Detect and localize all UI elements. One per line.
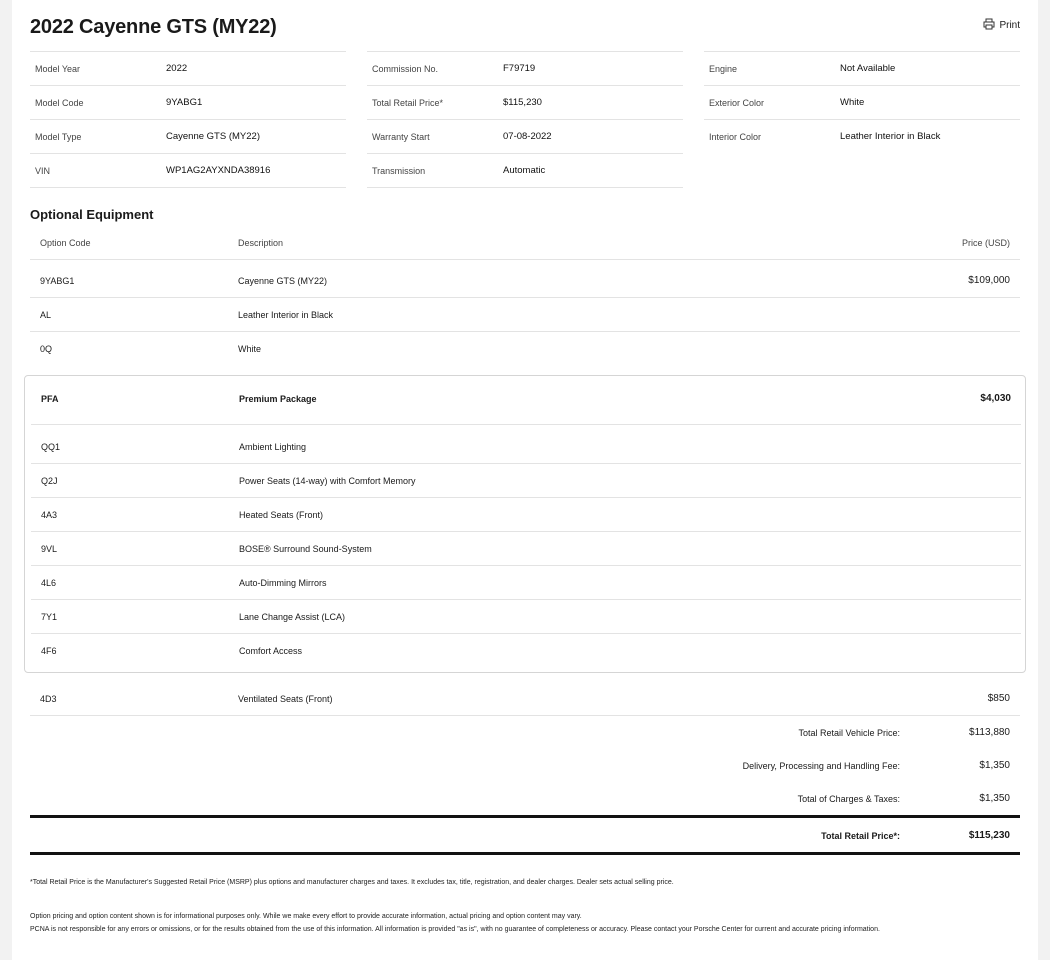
info-row-warranty-start	[367, 119, 683, 153]
info-value: Cayenne GTS (MY22)	[166, 131, 260, 142]
column-header-price: Price (USD)	[961, 237, 1010, 248]
table-row	[30, 298, 1020, 332]
option-code: 9VL	[41, 543, 58, 554]
list-item	[31, 634, 1021, 667]
info-row-engine	[704, 51, 1020, 85]
option-description: Power Seats (14-way) with Comfort Memory	[239, 475, 416, 486]
page-title: 2022 Cayenne GTS (MY22)	[30, 16, 277, 38]
option-code: 0Q	[40, 343, 53, 354]
msrp-footnote: *Total Retail Price is the Manufacturer's Suggested Retail Price (MSRP) plus options and manufacturer charges and taxes. It excludes tax, title, registration, and dealer charges. Dealer sets actual selling price.	[30, 879, 674, 886]
print-label: Print	[999, 20, 1020, 31]
info-value: F79719	[503, 63, 536, 74]
option-description: Lane Change Assist (LCA)	[239, 611, 346, 622]
info-row-exterior-color	[704, 85, 1020, 119]
optional-equipment-heading: Optional Equipment	[30, 207, 154, 222]
option-price: $850	[987, 693, 1010, 704]
list-item	[31, 566, 1021, 600]
total-label: Delivery, Processing and Handling Fee:	[742, 760, 900, 771]
option-description: Heated Seats (Front)	[239, 509, 324, 520]
table-row	[30, 332, 1020, 365]
options-table-header	[30, 226, 1020, 260]
option-description: Comfort Access	[239, 645, 303, 656]
option-code: 4F6	[41, 645, 57, 656]
info-row-total-retail-price	[367, 85, 683, 119]
premium-package-box	[24, 375, 1026, 673]
total-value: $113,880	[969, 727, 1010, 738]
option-code: Q2J	[41, 475, 58, 486]
vehicle-info-column-1	[30, 51, 346, 188]
total-label: Total Retail Price*:	[821, 830, 900, 841]
info-value: 2022	[166, 63, 188, 74]
info-value: $115,230	[503, 97, 542, 108]
info-value: Not Available	[840, 63, 896, 74]
totals-divider	[30, 815, 1020, 818]
option-description: Ventilated Seats (Front)	[238, 693, 333, 704]
vehicle-info-column-2	[367, 51, 683, 188]
info-row-transmission	[367, 153, 683, 188]
package-header-row	[31, 382, 1021, 415]
info-row-model-type	[30, 119, 346, 153]
info-label: Model Year	[35, 63, 81, 74]
info-value: 07-08-2022	[503, 131, 552, 142]
package-price: $4,030	[980, 393, 1011, 404]
option-code: 7Y1	[41, 611, 58, 622]
totals-bottom-divider	[30, 852, 1020, 855]
option-description: White	[238, 343, 262, 354]
info-label: Commission No.	[372, 63, 439, 74]
info-label: VIN	[35, 165, 51, 176]
total-label: Total of Charges & Taxes:	[797, 793, 900, 804]
list-item	[31, 498, 1021, 532]
info-label: Engine	[709, 63, 738, 74]
info-row-commission-no	[367, 51, 683, 85]
info-row-model-year	[30, 51, 346, 85]
vehicle-info-column-3	[704, 51, 1020, 153]
info-label: Transmission	[372, 165, 426, 176]
package-code: PFA	[41, 393, 59, 404]
info-label: Model Code	[35, 97, 84, 108]
total-retail-price-row	[30, 819, 1020, 852]
option-description: Cayenne GTS (MY22)	[238, 275, 328, 286]
printer-icon	[983, 18, 995, 33]
disclaimer-line-2: PCNA is not responsible for any errors or omissions, or for the results obtained from the use of this information. All information is provided "as is", with no guarantee of completeness or accuracy. Please contact your Porsche Center for current and accurate pricing information.	[30, 926, 880, 933]
info-label: Total Retail Price*	[372, 97, 444, 108]
total-value: $115,230	[968, 830, 1010, 841]
package-description: Premium Package	[239, 393, 317, 404]
option-code: 9YABG1	[40, 275, 75, 286]
window-sticker-page	[12, 0, 1038, 960]
info-value: White	[840, 97, 865, 108]
option-code: 4A3	[41, 509, 58, 520]
total-value: $1,350	[979, 793, 1010, 804]
option-code: 4D3	[40, 693, 57, 704]
option-description: Ambient Lighting	[239, 441, 307, 452]
info-value: WP1AG2AYXNDA38916	[166, 165, 271, 176]
list-item	[31, 464, 1021, 498]
info-row-model-code	[30, 85, 346, 119]
info-value: Leather Interior in Black	[840, 131, 941, 142]
disclaimer-line-1: Option pricing and option content shown is for informational purposes only. While we make every effort to provide accurate information, actual pricing and option content may vary.	[30, 913, 582, 920]
info-value: Automatic	[503, 165, 546, 176]
delivery-fee-row	[30, 749, 1020, 782]
option-description: Auto-Dimming Mirrors	[239, 577, 327, 588]
option-description: BOSE® Surround Sound-System	[239, 543, 372, 554]
info-row-interior-color	[704, 119, 1020, 153]
option-price: $109,000	[968, 275, 1010, 286]
list-item	[31, 600, 1021, 634]
package-divider	[31, 424, 1021, 425]
option-code: AL	[40, 309, 52, 320]
info-label: Exterior Color	[709, 97, 765, 108]
table-row	[30, 682, 1020, 716]
total-value: $1,350	[979, 760, 1010, 771]
info-label: Model Type	[35, 131, 82, 142]
table-row	[30, 264, 1020, 298]
column-header-description: Description	[238, 237, 284, 248]
option-code: 4L6	[41, 577, 57, 588]
info-label: Warranty Start	[372, 131, 430, 142]
option-code: QQ1	[41, 441, 61, 452]
info-value: 9YABG1	[166, 97, 203, 108]
total-label: Total Retail Vehicle Price:	[798, 727, 900, 738]
info-row-vin	[30, 153, 346, 188]
option-description: Leather Interior in Black	[238, 309, 334, 320]
total-vehicle-price-row	[30, 716, 1020, 749]
info-label: Interior Color	[709, 131, 762, 142]
print-button[interactable]	[983, 18, 1020, 33]
list-item	[31, 430, 1021, 464]
charges-taxes-row	[30, 782, 1020, 815]
column-header-option-code: Option Code	[40, 237, 91, 248]
list-item	[31, 532, 1021, 566]
